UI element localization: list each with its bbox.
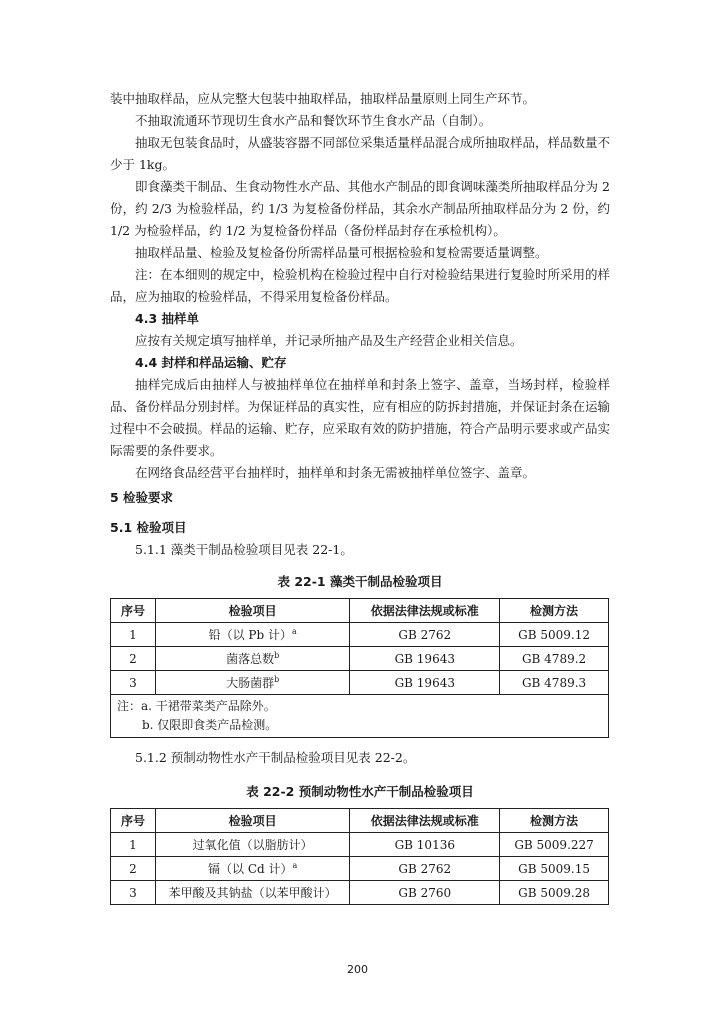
- table-row: [111, 623, 609, 647]
- table-note: 注：a. 干裙带菜类产品除外。: [117, 699, 276, 713]
- table-header-row: [111, 599, 609, 623]
- paragraph: 5.1.2 预制动物性水产干制品检验项目见表 22-2。: [135, 750, 416, 765]
- section-5: [110, 487, 610, 509]
- cell-item: 菌落总数$^b$: [155, 647, 350, 671]
- table1: [110, 598, 609, 738]
- footnote-mark: b: [274, 675, 280, 684]
- cell-standard: GB 2760: [350, 881, 500, 905]
- table-note: b. 仅限即食类产品检测。: [142, 718, 278, 732]
- table-row: [111, 671, 609, 695]
- heading-5-1: 5.1 检验项目: [110, 520, 187, 535]
- note-paragraph: 注：在本细则的规定中，检验机构在检验过程中自行对检验结果进行复验时所采用的样品，应为抽取的检验样品，不得采用复检备份样品。: [110, 267, 611, 304]
- table2-caption: 表 22-2 预制动物性水产干制品检验项目: [246, 784, 474, 799]
- table-notes: [111, 695, 609, 738]
- column-header: 检验项目: [155, 599, 350, 623]
- footnote-mark: a: [292, 861, 298, 870]
- cell-no: 1: [111, 833, 156, 857]
- table-row: [111, 881, 609, 905]
- column-header: 依据法律法规或标准: [350, 809, 500, 833]
- paragraph: 抽取样品量、检验及复检备份所需样品量可根据检验和复检需要适量调整。: [135, 245, 548, 260]
- page-number: 200: [347, 963, 368, 976]
- column-header: 序号: [111, 809, 156, 833]
- paragraph: 不抽取流通环节现切生食水产品和餐饮环节生食水产品（自制）。: [135, 113, 492, 128]
- cell-standard: GB 2762: [350, 857, 500, 881]
- table-row: [111, 647, 609, 671]
- section-5-1-2: [110, 747, 610, 769]
- cell-item: 镉（以 Cd 计）$^a$: [155, 857, 350, 881]
- paragraph: 即食藻类干制品、生食动物性水产品、其他水产制品的即食调味藻类所抽取样品分为 2 份，约 2/3 为检验样品，约 1/3 为复检备份样品，其余水产制品所抽取样品分为 2 份，约 1/2 为检验样品，约 1/2 为复检备份样品（备份样品封存在承检机构）。: [110, 179, 610, 238]
- paragraph: 装中抽取样品，应从完整大包装中抽取样品，抽取样品量原则上同生产环节。: [110, 91, 536, 106]
- table-row: [111, 857, 609, 881]
- cell-method: GB 5009.12: [500, 623, 609, 647]
- table1-caption: 表 22-1 藻类干制品检验项目: [277, 574, 443, 589]
- cell-item: 过氧化值（以脂肪计）: [155, 833, 350, 857]
- cell-item: 铅（以 Pb 计）$^a$: [155, 623, 350, 647]
- heading-4-4: 4.4 封样和样品运输、贮存: [135, 355, 287, 370]
- paragraph: 应按有关规定填写抽样单，并记录所抽产品及生产经营企业相关信息。: [135, 333, 523, 348]
- paragraph: 抽样完成后由抽样人与被抽样单位在抽样单和封条上签字、盖章，当场封样，检验样品、备份样品分别封样。为保证样品的真实性，应有相应的防拆封措施，并保证封条在运输过程中不会破损。样品的运输、贮存，应采取有效的防护措施，符合产品明示要求或产品实际需要的条件要求。: [110, 377, 611, 458]
- cell-standard: GB 19643: [350, 647, 500, 671]
- section-4-2-continued: [110, 88, 610, 484]
- cell-method: GB 5009.28: [500, 881, 609, 905]
- footnote-mark: b: [274, 651, 280, 660]
- table-header-row: [111, 809, 609, 833]
- cell-no: 2: [111, 647, 156, 671]
- section-5-1: [110, 517, 610, 561]
- cell-item: 大肠菌群$^b$: [155, 671, 350, 695]
- column-header: 检验项目: [155, 809, 350, 833]
- heading-5: 5 检验要求: [110, 490, 174, 505]
- cell-no: 3: [111, 671, 156, 695]
- paragraph: 抽取无包装食品时，从盛装容器不同部位采集适量样品混合成所抽取样品，样品数量不少于 1kg。: [110, 135, 611, 172]
- cell-method: GB 4789.2: [500, 647, 609, 671]
- paragraph: 5.1.1 藻类干制品检验项目见表 22-1。: [135, 542, 353, 557]
- cell-standard: GB 10136: [350, 833, 500, 857]
- cell-method: GB 5009.227: [500, 833, 609, 857]
- table2: [110, 808, 609, 905]
- cell-item: 苯甲酸及其钠盐（以苯甲酸计）: [155, 881, 350, 905]
- column-header: 依据法律法规或标准: [350, 599, 500, 623]
- table-row: [111, 833, 609, 857]
- cell-method: GB 5009.15: [500, 857, 609, 881]
- cell-standard: GB 19643: [350, 671, 500, 695]
- cell-no: 1: [111, 623, 156, 647]
- column-header: 序号: [111, 599, 156, 623]
- paragraph: 在网络食品经营平台抽样时，抽样单和封条无需被抽样单位签字、盖章。: [135, 465, 536, 480]
- cell-method: GB 4789.3: [500, 671, 609, 695]
- cell-no: 2: [111, 857, 156, 881]
- footnote-mark: a: [291, 627, 297, 636]
- column-header: 检测方法: [500, 599, 609, 623]
- cell-no: 3: [111, 881, 156, 905]
- heading-4-3: 4.3 抽样单: [135, 311, 199, 326]
- cell-standard: GB 2762: [350, 623, 500, 647]
- column-header: 检测方法: [500, 809, 609, 833]
- table-notes-row: [111, 695, 609, 738]
